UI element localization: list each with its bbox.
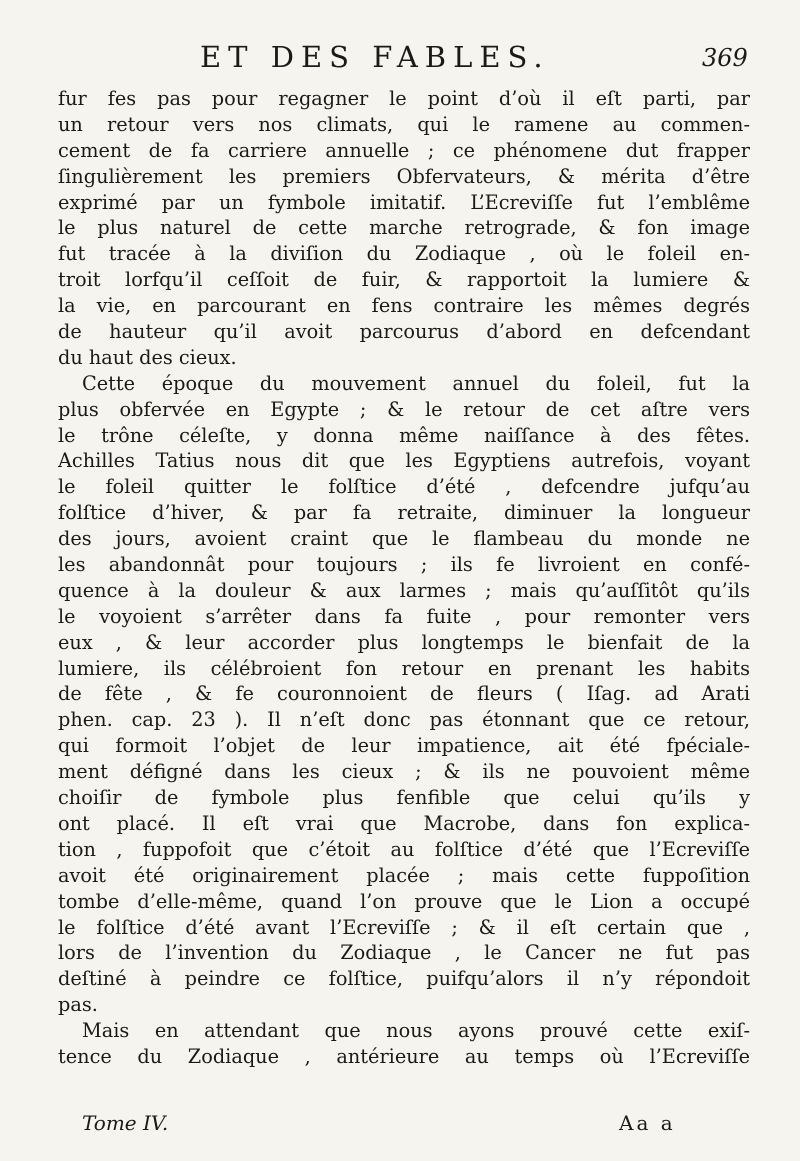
text-line: ont placé. Il eſt vrai que Macrobe, dans fon explica- (58, 811, 750, 835)
text-line: choiſir de fymbole plus fenfible que celui qu’ils y (58, 786, 750, 810)
text-line: Mais en attendant que nous ayons prouvé cette exiſ- (82, 1019, 750, 1043)
text-line: Achilles Tatius nous dit que les Egyptiens autrefois, voyant (58, 449, 750, 473)
text-line: tence du Zodiaque , antérieure au temps où l’Ecreviſſe (58, 1044, 750, 1068)
signature-mark: Aa a (619, 1111, 676, 1135)
text-line: du haut des cieux. (58, 345, 237, 369)
text-line: de hauteur qu’il avoit parcourus d’abord en defcendant (58, 320, 750, 344)
text-line: le trône céleſte, y donna même naiſſance à des fêtes. (58, 423, 750, 447)
text-line: deſtiné à peindre ce folſtice, puifqu’alors il n’y répondoit (58, 967, 750, 991)
text-line: fur fes pas pour regagner le point d’où il eſt parti, par (58, 87, 750, 110)
text-line: plus obfervée en Egypte ; & le retour de cet aſtre vers (58, 397, 750, 421)
text-line: la vie, en parcourant en fens contraire les mêmes degrés (58, 294, 750, 318)
text-line: lumiere, ils célébroient fon retour en prenant les habits (58, 656, 750, 680)
page-number: 369 (702, 44, 748, 72)
text-line: phen. cap. 23 ). Il n’eſt donc pas étonnant que ce retour, (58, 708, 750, 732)
text-line: tion , fuppofoit que c’étoit au folſtice d’été que l’Ecreviſſe (58, 837, 750, 861)
text-line: ment défigné dans les cieux ; & ils ne pouvoient même (58, 760, 750, 784)
text-line: cement de fa carriere annuelle ; ce phénomene dut frapper (58, 138, 750, 162)
text-line: qui formoit l’objet de leur impatience, ait été fpéciale- (58, 734, 750, 758)
text-line: Cette époque du mouvement annuel du foleil, fut la (82, 371, 750, 395)
text-line: pas. (58, 993, 98, 1017)
text-line: exprimé par un fymbole imitatif. L’Ecreviſſe fut l’emblême (58, 190, 750, 214)
text-line: de fête , & fe couronnoient de fleurs ( Iſag. ad Arati (58, 682, 750, 706)
text-line: fut tracée à la diviſion du Zodiaque , où le foleil en- (58, 242, 750, 266)
text-line: tombe d’elle-même, quand l’on prouve que le Lion a occupé (58, 889, 750, 913)
page-footer (82, 1111, 732, 1139)
volume-label: Tome IV. (82, 1111, 169, 1135)
text-line: un retour vers nos climats, qui le ramene au commen- (58, 112, 750, 136)
text-line: eux , & leur accorder plus longtemps le bienfait de la (58, 630, 750, 654)
running-title: ET DES FABLES. (200, 40, 550, 74)
text-line: troit lorfqu’il ceſſoit de fuir, & rapportoit la lumiere & (58, 268, 750, 292)
text-line: des jours, avoient craint que le flambeau du monde ne (58, 527, 750, 551)
text-line: le voyoient s’arrêter dans fa fuite , pour remonter vers (58, 604, 750, 628)
text-line: le foleil quitter le folſtice d’été , defcendre jufqu’au (58, 475, 750, 499)
body-text (58, 86, 750, 1070)
text-line: avoit été originairement placée ; mais cette fuppoſition (58, 863, 750, 887)
text-line: folſtice d’hiver, & par fa retraite, diminuer la longueur (58, 501, 750, 525)
text-line: quence à la douleur & aux larmes ; mais qu’auſſitôt qu’ils (58, 578, 750, 602)
text-line: ſingulièrement les premiers Obfervateurs, & mérita d’être (58, 164, 750, 188)
text-line: les abandonnât pour toujours ; ils fe livroient en confé- (58, 553, 750, 577)
text-line: lors de l’invention du Zodiaque , le Cancer ne fut pas (58, 941, 750, 965)
text-line: le folſtice d’été avant l’Ecreviſſe ; & il eſt certain que , (58, 915, 750, 939)
text-line: le plus naturel de cette marche retrograde, & fon image (58, 216, 750, 240)
running-head (0, 40, 800, 84)
